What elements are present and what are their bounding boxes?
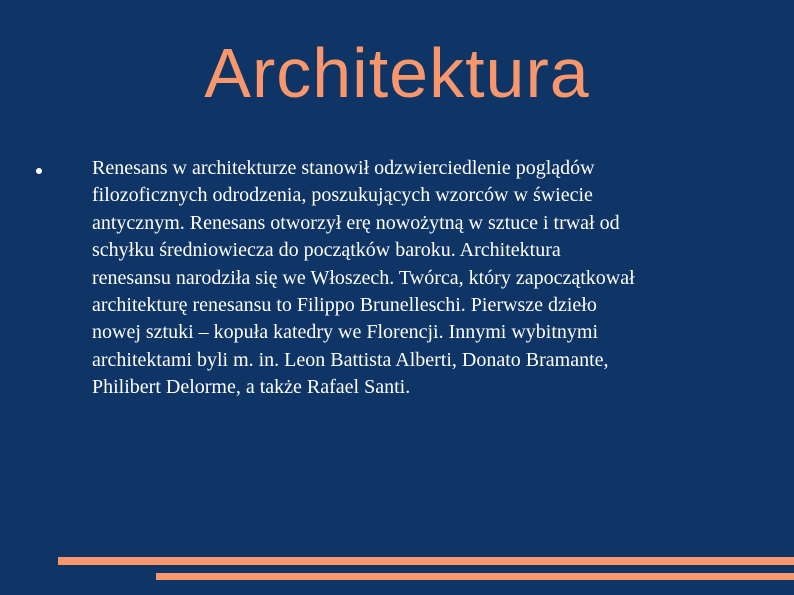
- bullet-text: Renesans w architekturze stanowił odzwierciedlenie poglądów filozoficznych odrodzenia, poszukujących wzorców w świecie antycznym. Renesans otworzył erę nowożytną w sztuce i trwał od schyłku średniowiecza do początków baroku. Architektura renesansu narodziła się we Włoszech. Twórca, który zapoczątkował architekturę renesansu to Filippo Brunelleschi. Pierwsze dzieło nowej sztuki – kopuła katedry we Florencji. Innymi wybitnymi architektami byli m. in. Leon Battista Alberti, Donato Bramante, Philibert Delorme, a także Rafael Santi.: [92, 157, 635, 399]
- bullet-dot-icon: [36, 168, 42, 174]
- decorative-line-bottom: [156, 573, 794, 580]
- bullet-list: [36, 155, 736, 402]
- slide-title: Architektura: [204, 34, 590, 112]
- bullet-item: [36, 155, 736, 402]
- decorative-line-top: [58, 557, 794, 565]
